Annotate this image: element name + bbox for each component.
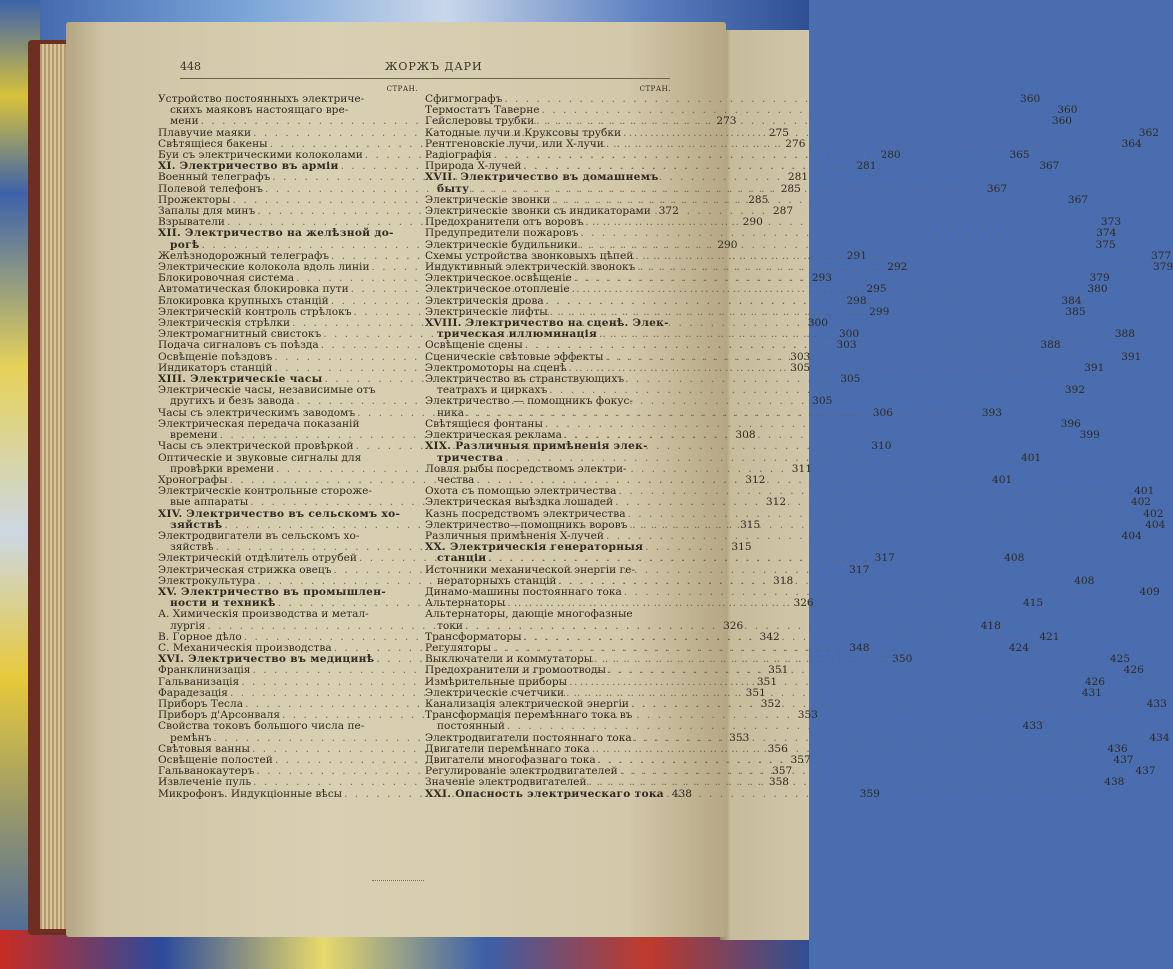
dot-leader — [572, 284, 1082, 295]
toc-page-number: 384 — [1061, 294, 1082, 307]
toc-page-number: 367 — [986, 182, 1008, 195]
toc-entry-title: Буи съ электрическими колоколами — [158, 149, 363, 162]
toc-entry — [425, 396, 671, 407]
toc-entry-title: Электрическіе звонки — [425, 193, 551, 206]
column-label: СТРАН. — [386, 85, 418, 93]
toc-page-number: 367 — [1039, 160, 1060, 173]
toc-entry-title: Прожекторы — [158, 193, 231, 206]
toc-page-number: 353 — [729, 731, 750, 744]
toc-page-number: 351 — [745, 686, 766, 699]
toc-entry-title: Электрическая реклама — [425, 429, 562, 442]
toc-page-number: 437 — [1113, 753, 1134, 766]
toc-page-number: 276 — [785, 137, 806, 150]
toc-entry-title: Подача сигналовъ съ поѣзда — [158, 339, 319, 352]
toc-page-number: 350 — [892, 653, 913, 666]
toc-page-number: 285 — [748, 193, 769, 206]
toc-page-number: 305 — [812, 395, 833, 408]
toc-section-heading — [425, 787, 692, 800]
toc-page-number: 393 — [981, 406, 1002, 419]
toc-entry-title: Взрыватели — [158, 216, 225, 229]
toc-entry-title: Электрические колокола вдоль линіи — [158, 261, 370, 274]
toc-page-number: 303 — [836, 339, 857, 352]
dot-leader — [580, 228, 1090, 239]
toc-page-number: 426 — [1084, 675, 1106, 688]
toc-page-number: 372 — [658, 205, 679, 218]
toc-page-number: 315 — [740, 518, 761, 531]
toc-page-number: 374 — [1096, 227, 1117, 240]
toc-page-number: 425 — [1109, 653, 1131, 666]
toc-entry-title: скихъ маяковъ настоящаго вре- — [170, 104, 349, 117]
toc-entry-title: рогѣ — [170, 238, 200, 251]
toc-page-number: 359 — [859, 787, 880, 800]
toc-page-number: 357 — [790, 753, 811, 766]
toc-entry-title: Электрическіе контрольные стороже- — [158, 485, 372, 498]
toc-entry-title: Регуляторы — [425, 641, 492, 654]
toc-page-number: 402 — [1143, 507, 1164, 520]
toc-entry-title: Военный телеграфъ — [158, 171, 271, 184]
toc-entry — [425, 720, 1043, 733]
toc-page-number: 317 — [849, 563, 870, 576]
toc-entry-title: постоянный — [437, 720, 505, 733]
toc-page-number: 290 — [742, 216, 763, 229]
toc-entry-title: Микрофонъ. Индукціонные вѣсы — [158, 787, 343, 800]
toc-page-number: 353 — [797, 709, 818, 722]
dot-leader — [488, 553, 998, 564]
toc-entry-title: XX. Электрическія генераторныя — [425, 541, 644, 554]
toc-entry-title: Канализація электрической энергіи — [425, 697, 629, 710]
toc-entry — [425, 609, 671, 620]
toc-entry-title: Фарадезація — [158, 686, 228, 699]
toc-page-number: 396 — [1060, 417, 1081, 430]
toc-entry-title: Электромоторы на сценѣ — [425, 361, 567, 374]
toc-entry-title: мени — [170, 115, 199, 128]
toc-entry-title: Охота съ помощью электричества — [425, 485, 617, 498]
toc-entry-title: театрахъ и циркахъ — [437, 384, 548, 397]
toc-page-number: 300 — [807, 317, 828, 330]
toc-entry-title: трическая иллюминація — [437, 328, 598, 341]
toc-page-number: 360 — [1057, 104, 1078, 117]
toc-page-number: 401 — [1134, 485, 1155, 498]
toc-entry-title: Запалы для минъ — [158, 205, 256, 218]
toc-entry-title: Природа X-лучей — [425, 160, 522, 173]
toc-entry-title: А. Химическія производства и метал- — [158, 608, 369, 621]
toc-entry-title: Предохранители и громоотводы — [425, 664, 606, 677]
toc-entry-title: Выключатели и коммутаторы — [425, 653, 593, 666]
column-label: СТРАН. — [639, 85, 671, 93]
dot-leader — [631, 699, 1141, 710]
toc-page-number: 433 — [1146, 697, 1167, 710]
toc-entry-title: Трансформація перемѣннаго тока въ — [425, 709, 633, 722]
toc-entry-title: Двигатели перемѣннаго тока — [425, 742, 590, 755]
toc-entry-title: Двигатели многофазнаго тока — [425, 753, 596, 766]
toc-entry-title: Ловля рыбы посредствомъ электри- — [425, 462, 627, 475]
toc-page-number: 408 — [1004, 552, 1025, 565]
toc-entry-title: токи — [437, 619, 463, 632]
toc-entry-title: Электрическій отдѣлитель отрубей — [158, 552, 357, 565]
toc-entry-title: станціи — [437, 552, 487, 565]
toc-page-number: 290 — [717, 238, 738, 251]
toc-page-number: 367 — [1067, 193, 1089, 206]
toc-entry — [158, 609, 418, 620]
toc-entry-title: Электрическая выѣздка лошадей — [425, 496, 614, 509]
toc-entry-title: Автоматическая блокировка пути — [158, 283, 349, 296]
toc-page-number: 426 — [1123, 664, 1144, 677]
toc-page-number: 303 — [790, 350, 811, 363]
toc-entry-title: Электричество—помощникъ воровъ — [425, 518, 628, 531]
toc-entry-title: Франклинизація — [158, 664, 251, 677]
toc-entry-title: Схемы устройства звонковыхъ цѣпей — [425, 249, 634, 262]
toc-page-number: 421 — [1039, 630, 1060, 643]
toc-entry-title: Индикаторъ станцій — [158, 361, 273, 374]
toc-entry-title: Термостатъ Таверне — [425, 104, 540, 117]
toc-page-number: 385 — [1065, 305, 1086, 318]
toc-page-number: 318 — [772, 574, 794, 587]
toc-page-number: 317 — [874, 552, 895, 565]
toc-entry-title: Электрическія стрѣлки — [158, 317, 291, 330]
toc-entry-title: Электрическіе лифты — [425, 305, 548, 318]
toc-entry-title: Блокировка крупныхъ станцій — [158, 294, 329, 307]
toc-entry-title: вые аппараты — [170, 496, 249, 509]
dot-leader — [536, 116, 1046, 127]
toc-page-number: 408 — [1074, 574, 1095, 587]
toc-entry-title: XIX. Различныя примѣненія элек- — [425, 440, 648, 453]
toc-entry-title: зяйствѣ — [170, 518, 223, 531]
toc-entry-title: Измѣрительные приборы — [425, 675, 568, 688]
toc-page-number: 358 — [768, 776, 790, 789]
toc-entry-title: Электрическое освѣщеніе — [425, 272, 572, 285]
toc-page-number: 310 — [871, 440, 892, 453]
toc-page-number: 280 — [880, 149, 901, 162]
toc-page-number: 298 — [846, 294, 867, 307]
toc-entry-title: Альтернаторы, дающіе многофазные — [425, 608, 633, 621]
toc-entry-title: чества — [437, 473, 475, 486]
toc-entry-title: Электродвигатели постояннаго тока — [425, 731, 632, 744]
toc-entry-title: XIII. Электрическіе часы — [158, 373, 323, 386]
toc-page-number: 281 — [856, 160, 877, 173]
toc-entry-title: Гальванокаутеръ — [158, 765, 255, 778]
toc-page-number: 431 — [1081, 686, 1103, 699]
toc-entry-title: Сфигмографъ — [425, 93, 503, 105]
toc-page-number: 305 — [790, 361, 811, 374]
toc-entry-title: Электрическая стрижка овецъ — [158, 563, 332, 576]
toc-entry-title: XIV. Электричество въ сельскомъ хо- — [158, 507, 401, 520]
toc-page-number: 375 — [1095, 238, 1116, 251]
toc-page-number: 379 — [1153, 261, 1173, 274]
toc-entry-title: В. Горное дѣло — [158, 630, 242, 643]
toc-entry-title: Гальванизація — [158, 675, 240, 688]
toc-entry-title: Оптическіе и звуковые сигналы для — [158, 451, 362, 464]
toc-section-heading — [425, 172, 671, 183]
toc-page-number: 391 — [1084, 361, 1105, 374]
toc-entry-title: Гейслеровы трубки — [425, 115, 535, 128]
toc-page-number: 299 — [869, 305, 890, 318]
toc-entry-title: Приборъ д'Арсонваля — [158, 709, 281, 722]
toc-page-number: 399 — [1079, 429, 1100, 442]
toc-entry-title: Полевой телефонъ — [158, 182, 263, 195]
toc-entry-title: Электрическое отопленіе — [425, 283, 570, 296]
toc-page-number: 424 — [1008, 641, 1029, 654]
toc-page-number: 352 — [760, 697, 781, 710]
toc-entry-title: Свойства токовъ большого числа пе- — [158, 720, 365, 733]
toc-entry-title: Регулированіе электродвигателей — [425, 765, 618, 778]
dot-leader — [589, 777, 1099, 788]
toc-entry-title: Индуктивный электрическій звонокъ — [425, 261, 636, 274]
toc-page-number: 401 — [1020, 451, 1042, 464]
toc-entry — [425, 227, 1117, 240]
dot-leader — [615, 497, 1125, 508]
dot-leader — [568, 363, 1078, 374]
toc-entry-title: Плавучие маяки — [158, 126, 252, 139]
toc-entry-title: Электродвигатели въ сельскомъ хо- — [158, 529, 360, 542]
toc-entry-title: Блокировочная система — [158, 272, 295, 285]
page-end-ornament — [372, 880, 424, 889]
toc-entry-title: Электричество въ странствующихъ — [425, 373, 625, 386]
toc-section-heading — [158, 228, 418, 239]
toc-entry-title: Электрокультура — [158, 574, 256, 587]
toc-page-number: 356 — [767, 742, 788, 755]
toc-page-number: 373 — [1100, 216, 1122, 229]
toc-page-number: 415 — [1022, 597, 1044, 610]
toc-entry-title: ника — [437, 406, 465, 419]
toc-entry-title: Освѣщеніе поѣздовъ — [158, 350, 273, 363]
toc-page-number: 380 — [1087, 283, 1108, 296]
toc-entry-title: Свѣтовыя ванны — [158, 742, 250, 755]
toc-entry-title: зяйствѣ — [170, 541, 214, 554]
toc-page-number: 281 — [787, 171, 809, 184]
toc-page-number: 391 — [1121, 350, 1142, 363]
toc-entry-title: другихъ и безъ завода — [170, 395, 295, 408]
toc-entry-title: Динамо-машины постояннаго тока — [425, 585, 622, 598]
toc-page-number: 287 — [772, 205, 794, 218]
page-header — [180, 60, 670, 79]
toc-entry-title: С. Механическія производства — [158, 641, 332, 654]
toc-entry-title: Электрическіе счетчики — [425, 686, 565, 699]
toc-entry-title: Электромагнитный свистокъ — [158, 328, 322, 341]
toc-page-number: 377 — [1151, 249, 1172, 262]
toc-page-number: 365 — [1009, 149, 1030, 162]
toc-page-number: 315 — [731, 541, 752, 554]
toc-page-number: 404 — [1121, 529, 1142, 542]
toc-entry-title: Рентгеновскіе лучи, или X-лучи — [425, 137, 604, 150]
dot-leader — [608, 665, 1118, 676]
toc-entry-title: Освѣщеніе полостей — [158, 753, 273, 766]
toc-entry-title: лургія — [170, 619, 206, 632]
toc-entry-title: Желѣзнодорожный телеграфъ — [158, 249, 330, 262]
toc-entry-title: Катодные лучи и Круксовы трубки — [425, 126, 622, 139]
toc-entry-title: Хронографы — [158, 473, 228, 486]
toc-entry-title: Приборъ Тесла — [158, 697, 244, 710]
toc-entry-title: XI. Электричество въ арміи — [158, 160, 339, 173]
toc-page-number: 436 — [1107, 742, 1128, 755]
dot-leader — [606, 531, 1116, 542]
toc-page-number: 308 — [735, 429, 756, 442]
toc-page-number: 379 — [1089, 272, 1110, 285]
toc-page-number: 306 — [872, 406, 894, 419]
toc-entry-title: Электричество — помощникъ фокус- — [425, 395, 633, 408]
toc-entry-title: Электрическіе будильники — [425, 238, 578, 251]
toc-page-number: 402 — [1130, 496, 1152, 509]
toc-entry-title: Электрическія дрова — [425, 294, 544, 307]
dot-leader — [525, 340, 1035, 351]
toc-entry-title: ности и техникѣ — [170, 597, 276, 610]
toc-page-number: 418 — [980, 619, 1001, 632]
toc-page-number: 362 — [1138, 126, 1159, 139]
toc-entry-title: быту — [437, 182, 470, 195]
toc-entry-title: тричества — [437, 451, 504, 464]
toc-page-number: 305 — [840, 373, 861, 386]
toc-page-number: 388 — [1114, 328, 1136, 341]
running-title: ЖОРЖЪ ДАРИ — [385, 60, 483, 73]
toc-entry-title: Значеніе электродвигателей — [425, 776, 587, 789]
toc-entry-title: Источники механической энергіи ге- — [425, 563, 635, 576]
toc-page-number: 360 — [1051, 115, 1073, 128]
toc-section-heading — [425, 441, 671, 452]
toc-entry-title: XXI. Опасность электрическаго тока — [425, 787, 664, 800]
toc-page-number: 326 — [723, 619, 744, 632]
toc-page-number: 273 — [716, 115, 737, 128]
toc-page-number: 404 — [1145, 518, 1166, 531]
toc-entry-title: Электрическій контроль стрѣлокъ — [158, 305, 352, 318]
toc-entry-title: времени — [170, 429, 218, 442]
toc-page-number: 348 — [849, 641, 870, 654]
toc-entry-title: Различныя примѣненія X-лучей — [425, 529, 604, 542]
toc-entry-title: Электрическіе часы, независимые отъ — [158, 384, 376, 397]
toc-entry-title: Устройство постоянныхъ электриче- — [158, 93, 365, 105]
page-number: 448 — [180, 60, 201, 73]
toc-page-number: 437 — [1135, 765, 1156, 778]
toc-entry-title: Часы съ электрическимъ заводомъ — [158, 406, 356, 419]
toc-entry-title: Трансформаторы — [425, 630, 522, 643]
toc-page-number: 292 — [887, 261, 908, 274]
toc-entry-title: провѣрки времени — [170, 462, 275, 475]
toc-page-number: 312 — [745, 473, 766, 486]
toc-page-number: 351 — [756, 675, 778, 688]
toc-entry-title: Электрическая передача показаній — [158, 417, 360, 430]
toc-page-number: 409 — [1139, 585, 1160, 598]
dot-leader — [507, 721, 1017, 732]
toc-entry-title: XV. Электричество въ промышлен- — [158, 585, 386, 598]
toc-entry-title: Часы съ электрической провѣркой — [158, 440, 354, 453]
toc-page-number: 434 — [1149, 731, 1170, 744]
toc-entry-title: ремѣнъ — [170, 731, 212, 744]
toc-page-number: 438 — [671, 787, 692, 800]
toc-page-number: 295 — [866, 283, 887, 296]
toc-entry-title: Сценическіе свѣтовые эффекты — [425, 350, 604, 363]
toc-page-number: 351 — [768, 664, 789, 677]
toc-entry-title: Освѣщеніе сцены — [425, 339, 523, 352]
toc-page-number: 438 — [1104, 776, 1125, 789]
toc-page-number: 401 — [992, 473, 1013, 486]
toc-entry-title: Электрическіе звонки съ индикаторами — [425, 205, 651, 218]
toc-entry-title: Альтернаторы — [425, 597, 506, 610]
toc-entry-title: XVI. Электричество въ медицинѣ — [158, 653, 375, 666]
toc-page-number: 291 — [846, 249, 867, 262]
toc-page-number: 300 — [838, 328, 860, 341]
toc-page-number: 293 — [811, 272, 833, 285]
toc-page-number: 360 — [1020, 93, 1041, 105]
toc-entry-title: Предупредители пожаровъ — [425, 227, 579, 240]
toc-page-number: 311 — [791, 462, 812, 475]
toc-entry — [158, 721, 418, 732]
toc-page-number: 275 — [768, 126, 790, 139]
toc-page-number: 388 — [1040, 339, 1061, 352]
toc-entry-title: XII. Электричество на желѣзной до- — [158, 227, 394, 240]
toc-entry-title: XVIII. Электричество на сценѣ. Элек- — [425, 317, 669, 330]
toc-entry-title: Предохранители отъ воровъ — [425, 216, 584, 229]
toc-entry-title: Извлеченіе пуль — [158, 776, 252, 789]
toc-entry-title: Радіографія — [425, 149, 492, 162]
toc-page-number: 364 — [1121, 137, 1142, 150]
toc-page-number: 433 — [1022, 720, 1043, 733]
toc-page-number: 342 — [759, 630, 780, 643]
toc-page-number: 357 — [772, 765, 793, 778]
toc-page-number: 392 — [1064, 384, 1086, 397]
toc-entry-title: XVII. Электричество въ домашнемъ — [425, 171, 659, 184]
toc-entry-title: нераторныхъ станцій — [437, 574, 557, 587]
toc-entry-title: Свѣтящіеся фонтаны — [425, 417, 543, 430]
toc-entry-title: Свѣтящіеся бакены — [158, 137, 268, 150]
toc-page-number: 285 — [780, 182, 801, 195]
toc-page-number: 312 — [765, 496, 787, 509]
toc-entry-title: Казнь посредствомъ электричества — [425, 507, 626, 520]
toc-page-number: 326 — [793, 597, 814, 610]
